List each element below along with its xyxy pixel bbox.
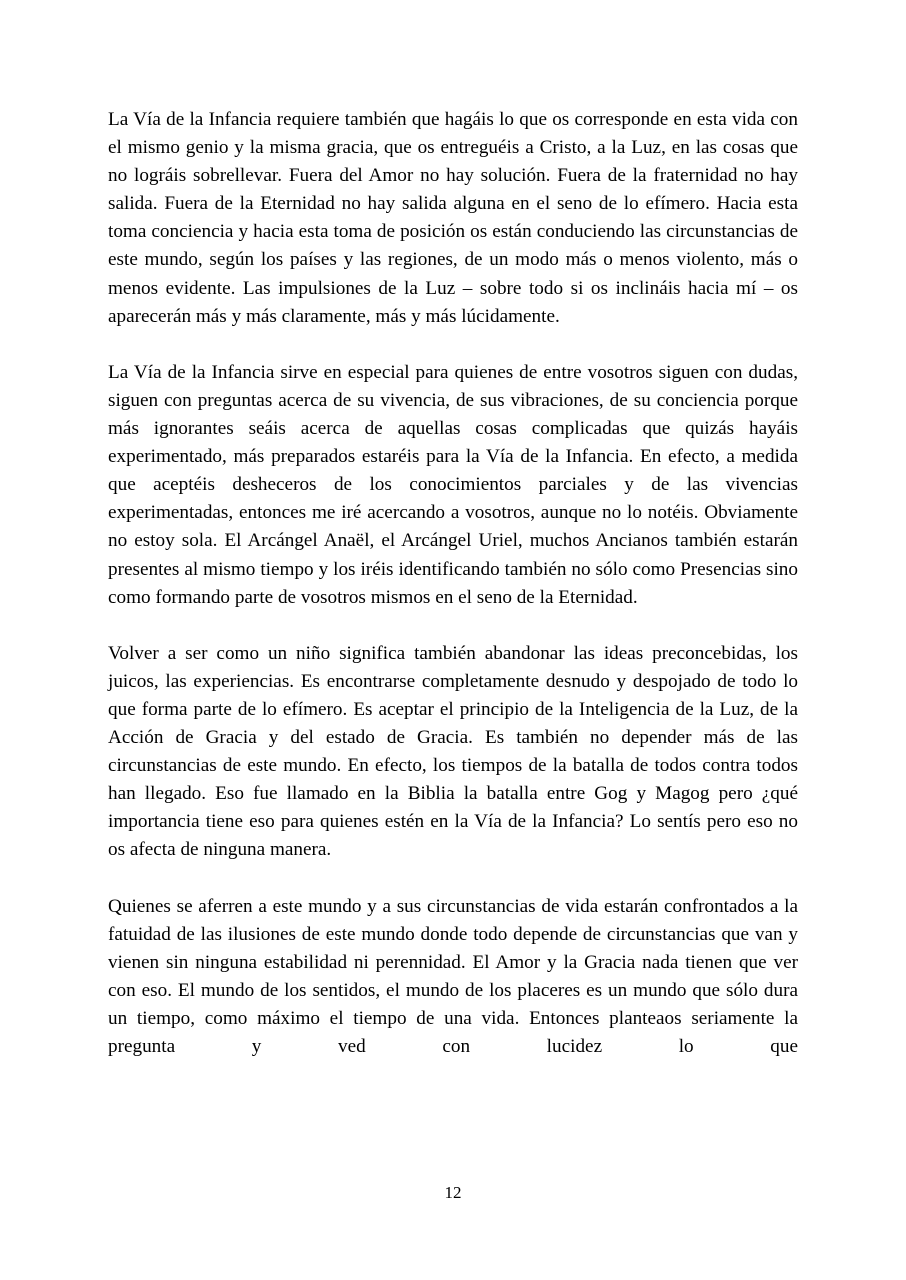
paragraph-2: La Vía de la Infancia sirve en especial para quienes de entre vosotros siguen con dudas, siguen con preguntas acerca de su vivencia, de sus vibraciones, de su conciencia porque más ignorantes seáis acerca de aquellas cosas complicadas que quizás hayáis experimentado, más preparados estaréis para la Vía de la Infancia. En efecto, a medida que aceptéis desheceros de los conocimientos parciales y de las vivencias experimentadas, entonces me iré acercando a vosotros, aunque no lo notéis. Obviamente no estoy sola. El Arcángel Anaël, el Arcángel Uriel, muchos Ancianos también estarán presentes al mismo tiempo y los iréis identificando también no sólo como Presencias sino como formando parte de vosotros mismos en el seno de la Eternidad. [108, 361, 798, 608]
paragraph-3: Volver a ser como un niño significa también abandonar las ideas preconcebidas, los juicos, las experiencias. Es encontrarse completamente desnudo y despojado de todo lo que forma parte de lo efímero. Es aceptar el principio de la Inteligencia de la Luz, de la Acción de Gracia y del estado de Gracia. Es también no depender más de las circunstancias de este mundo. En efecto, los tiempos de la batalla de todos contra todos han llegado. Eso fue llamado en la Biblia la batalla entre Gog y Magog pero ¿qué importancia tiene eso para quienes estén en la Vía de la Infancia? Lo sentís pero eso no os afecta de ninguna manera. [108, 642, 798, 861]
paragraph-1: La Vía de la Infancia requiere también que hagáis lo que os corresponde en esta vida con el mismo genio y la misma gracia, que os entreguéis a Cristo, a la Luz, en las cosas que no lográis sobrellevar. Fuera del Amor no hay solución. Fuera de la fraternidad no hay salida. Fuera de la Eternidad no hay salida alguna en el seno de lo efímero. Hacia esta toma conciencia y hacia esta toma de posición os están conduciendo las circunstancias de este mundo, según los países y las regiones, de un modo más o menos violento, más o menos evidente. Las impulsiones de la Luz – sobre todo si os inclináis hacia mí – os aparecerán más y más claramente, más y más lúcidamente. [108, 109, 798, 327]
paragraph-4: Quienes se aferren a este mundo y a sus circunstancias de vida estarán confrontados a la fatuidad de las ilusiones de este mundo donde todo depende de circunstancias que van y vienen sin ninguna estabilidad ni perennidad. El Amor y la Gracia nada tienen que ver con eso. El mundo de los sentidos, el mundo de los placeres es un mundo que sólo dura un tiempo, como máximo el tiempo de una vida. Entonces planteaos seriamente la pregunta y ved con lucidez lo que [108, 895, 798, 1058]
page-number: 12 [444, 1183, 462, 1202]
document-body [108, 106, 798, 1089]
